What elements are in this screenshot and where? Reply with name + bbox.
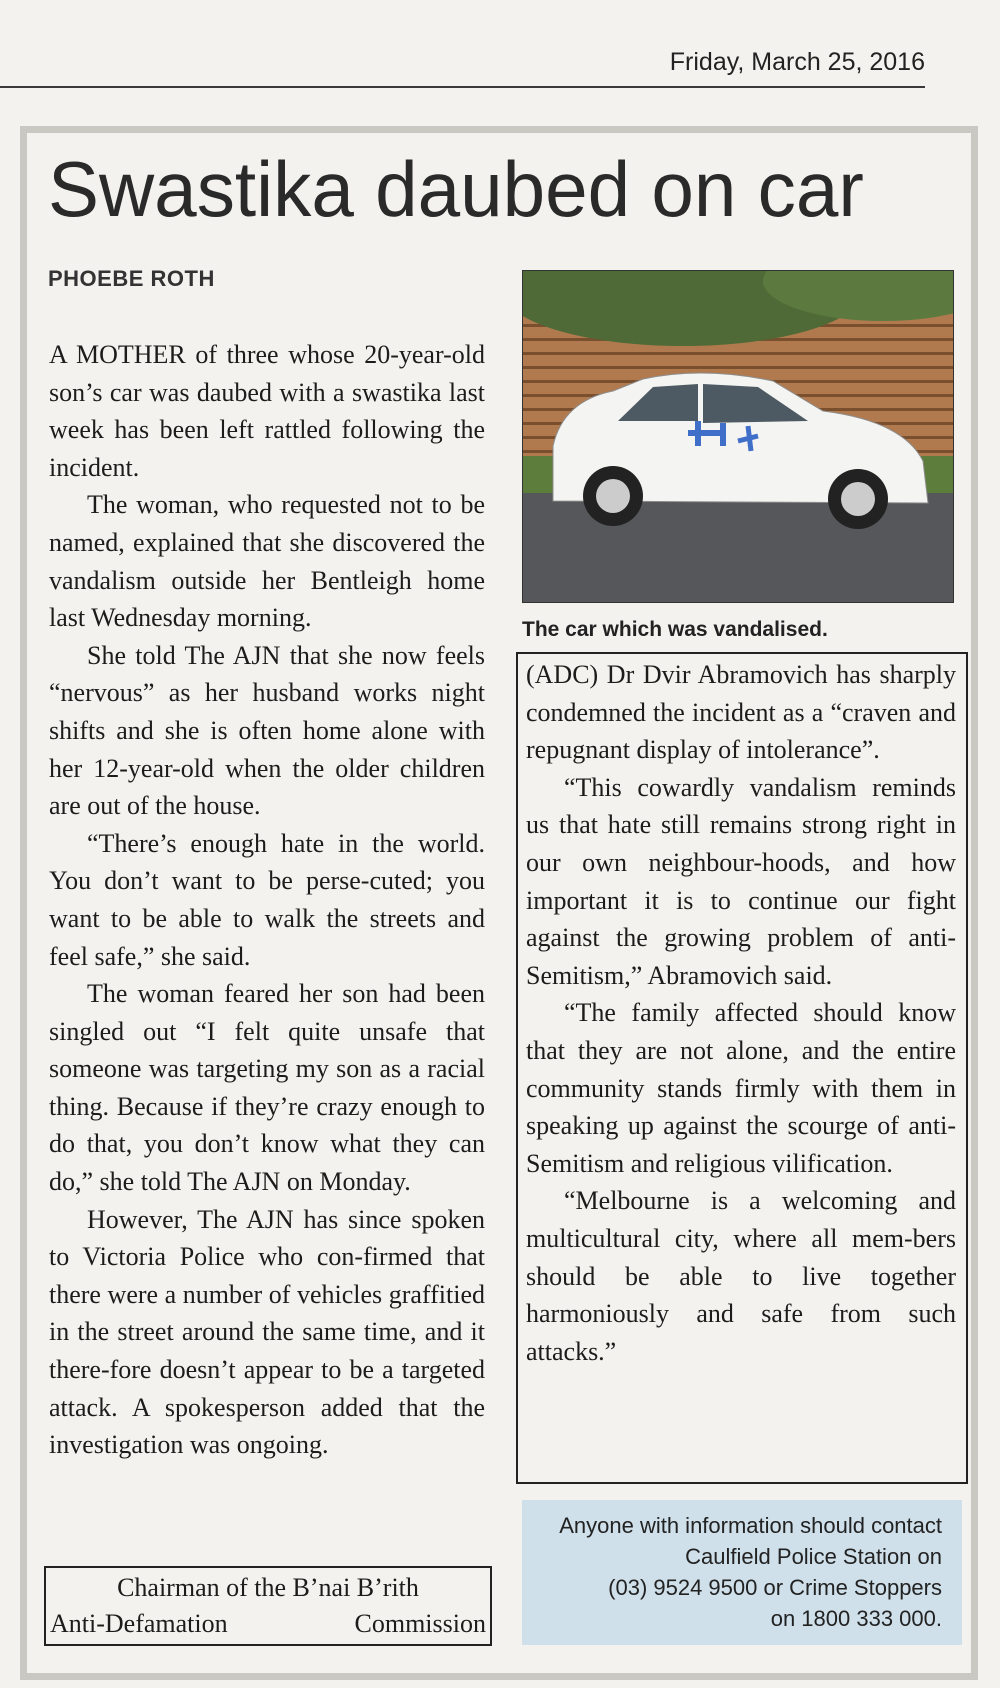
- car-photo-illustration: [523, 271, 953, 602]
- paragraph: The woman feared her son had been singled out “I felt quite unsafe that someone was targeting my son as a racial thing. Because if they’re crazy enough to do that, you don’t know what they can do,” she told The AJN on Monday.: [49, 979, 485, 1197]
- right-column: [526, 656, 956, 1370]
- left-column: [49, 336, 485, 1464]
- paragraph: (ADC) Dr Dvir Abramovich has sharply condemned the incident as a “craven and repugnant display of intolerance”.: [526, 660, 956, 765]
- byline: PHOEBE ROTH: [48, 266, 215, 291]
- car-photo: [522, 270, 954, 603]
- paragraph: “There’s enough hate in the world. You don’t want to be perse-cuted; you want to be able to walk the streets and feel safe,” she said.: [49, 828, 485, 971]
- info-line: Anyone with information should contact: [559, 1513, 942, 1538]
- photo-caption: The car which was vandalised.: [522, 618, 828, 641]
- paragraph: A MOTHER of three whose 20-year-old son’s car was daubed with a swastika last week has been left rattled following the incident.: [49, 340, 485, 482]
- dateline-rule: [0, 86, 925, 88]
- paragraph: She told The AJN that she now feels “nervous” as her husband works night shifts and she is often home alone with her 12-year-old when the older children are out of the house.: [49, 640, 485, 821]
- paragraph: “The family affected should know that they are not alone, and the entire community stands firmly with them in speaking up against the scourge of anti-Semitism and religious vilification.: [526, 998, 956, 1178]
- pull-box-word: Anti-Defamation: [50, 1609, 228, 1638]
- paragraph: However, The AJN has since spoken to Victoria Police who con-firmed that there were a number of vehicles graffitied in the street around the same time, and it there-fore doesn’t appear to be a targeted attack. A spokesperson added that the investigation was ongoing.: [49, 1204, 485, 1460]
- pull-box-word: Commission: [354, 1609, 486, 1638]
- dateline: Friday, March 25, 2016: [669, 48, 925, 76]
- info-line: on 1800 333 000.: [770, 1606, 942, 1631]
- headline: Swastika daubed on car: [48, 145, 864, 233]
- pull-box: [44, 1566, 492, 1646]
- paragraph: The woman, who requested not to be named, explained that she discovered the vandalism outside her Bentleigh home last Wednesday morning.: [49, 490, 485, 633]
- info-line: Caulfield Police Station on: [685, 1544, 942, 1569]
- info-line: (03) 9524 9500 or Crime Stoppers: [608, 1575, 942, 1600]
- paragraph: “Melbourne is a welcoming and multicultural city, where all mem-bers should be able to live together harmoniously and safe from such attacks.”: [526, 1186, 956, 1366]
- info-box: [522, 1500, 962, 1645]
- pull-box-line: [50, 1606, 486, 1642]
- paragraph: “This cowardly vandalism reminds us that hate still remains strong right in our own neighbour-hoods, and how important it is to continue our fight against the growing problem of anti-Semitism,” Abramovich said.: [526, 772, 956, 990]
- right-column-box: [516, 652, 968, 1484]
- pull-box-line: Chairman of the B’nai B’rith: [117, 1573, 419, 1602]
